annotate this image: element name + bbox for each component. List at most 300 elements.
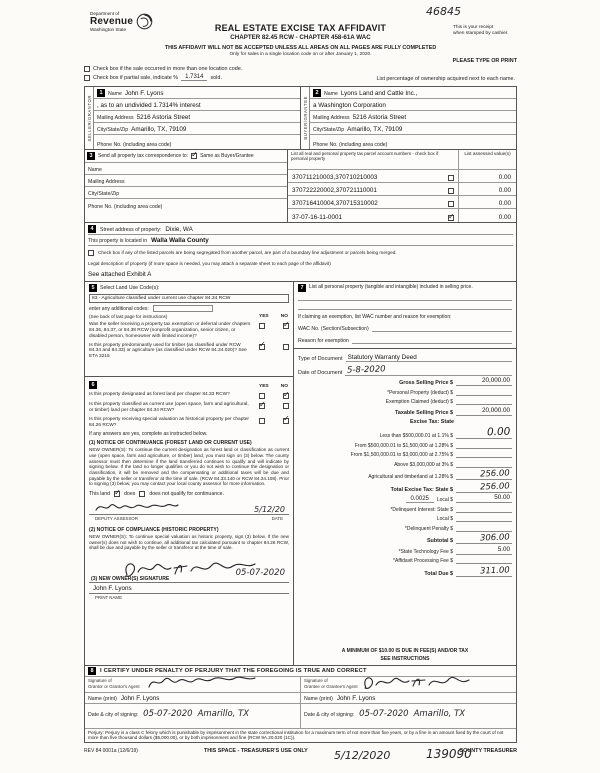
checkbox-mark: ✓ [283, 389, 290, 399]
tier3-label: From $1,500,000.01 to $3,000,000 at 2.75% $ [350, 452, 453, 459]
personal-property-header [298, 284, 512, 292]
treasurer-stamp-date: 5/12/2020 [334, 749, 391, 762]
tier4-field[interactable] [456, 461, 512, 468]
receipt-note [453, 25, 517, 37]
grantor-signature [143, 673, 263, 693]
print-name-label: PRINT NAME [95, 595, 122, 601]
buyer-side-strip [301, 87, 310, 149]
gross-price-value: 20,000.00 [481, 377, 510, 384]
section-3 [84, 149, 517, 223]
certify-statement: I CERTIFY UNDER PENALTY OF PERJURY THAT THE FOREGOING IS TRUE AND CORRECT [100, 668, 367, 674]
middle-columns [84, 281, 517, 666]
see-back-note: (See back of last page for instructions) [89, 314, 168, 319]
delinquent-interest-label: *Delinquent Interest: State $ [390, 506, 453, 513]
delinquent-local-label: Local $ [436, 516, 453, 523]
forest-land-answer-boxes [259, 389, 290, 399]
parcel-number-field[interactable]: 370722220002,370721110001 [292, 187, 377, 194]
additional-codes-field[interactable] [153, 305, 213, 312]
seller-section [84, 86, 301, 150]
deputy-assessor-signature-row[interactable] [89, 500, 289, 515]
new-owner-date-field[interactable]: 05-07-2020 [235, 568, 285, 579]
agricultural-value: 256.00 [480, 468, 511, 480]
current-use-question: Is this property classified as current use (open space, farm and agricultural, or timber) land per chapter 84.34 RCW? [89, 402, 249, 413]
seller-address-field[interactable]: 5216 Astoria Street [136, 114, 191, 121]
correspondence-header [85, 150, 287, 163]
assessed-value-field[interactable]: 0.00 [498, 200, 511, 207]
does-not-qualify-checkbox[interactable] [139, 491, 145, 497]
multi-location-line [84, 66, 517, 72]
total-due-label: Total Due $ [424, 570, 453, 577]
additional-codes-row [89, 305, 289, 312]
agricultural-field[interactable] [456, 470, 512, 480]
grantee-date-city-row [301, 704, 516, 719]
forest-land-question: Is this property designated as forest land per chapter 84.33 RCW? [89, 392, 230, 397]
notice-compliance-title: (2) NOTICE OF COMPLIANCE (HISTORIC PROPERTY) [89, 527, 219, 534]
grantee-signature [359, 673, 479, 693]
excise-tax-header: Excise Tax: State [410, 418, 454, 425]
multi-location-label: Check box if the sale occurred in more than one location code. [93, 66, 243, 72]
agricultural-row [298, 470, 512, 480]
parcel-table-header [288, 150, 516, 170]
parcel-row [288, 209, 516, 222]
segregated-label: Check box if any of the listed parcels are being segregated from another parcel, are part of a boundary line adjustment or parcels being merged. [98, 250, 397, 256]
city-state-zip-label: City/State/Zip [88, 191, 120, 197]
subtotal-row [298, 534, 512, 544]
buyer-address-row [310, 111, 516, 123]
correspondence-phone-row [85, 199, 287, 211]
tier4-row [298, 461, 512, 468]
minimum-due-line: A MINIMUM OF $10.00 IS DUE IN FEE(S) AND/OR TAX [341, 648, 469, 654]
yes-no-header [259, 384, 289, 389]
exemption-claimed-field[interactable] [456, 398, 512, 405]
delinquent-penalty-label: *Delinquent Penalty $ [404, 525, 453, 532]
seller-name-field[interactable]: John F. Lyons [124, 90, 164, 97]
current-use-yes-checkbox[interactable] [259, 399, 266, 409]
phone-label: Phone No. (including area code) [88, 204, 163, 210]
assessed-value-cell [458, 183, 516, 195]
exemption-note: If claiming an exemption, list WAC number and reason for exemption: [298, 314, 452, 320]
legal-description-field[interactable]: See attached Exhibit A [88, 271, 152, 278]
personal-property-checkbox[interactable] [448, 201, 454, 207]
street-address-label: Street address of property: [100, 227, 162, 233]
delinquent-local-row [298, 515, 512, 522]
segregated-checkbox[interactable] [88, 250, 94, 256]
chapter-line: CHAPTER 82.45 RCW - CHAPTER 458-61A WAC [230, 34, 371, 41]
ownership-note: List percentage of ownership acquired next to each name. [376, 76, 515, 82]
county-row [88, 235, 513, 246]
historic-yes-checkbox[interactable] [259, 418, 265, 424]
receipt-note-line2: when stamped by cashier. [453, 30, 509, 36]
additional-codes-label: enter any additional codes: [89, 306, 149, 312]
subtotal-label: Subtotal $ [426, 538, 453, 545]
grantee-name-row [301, 693, 516, 704]
assessed-value-cell [458, 196, 516, 208]
document-type-row [298, 354, 512, 362]
land-use-select[interactable]: 83 - Agriculture classified under current use chapter 84.34 RCW [89, 294, 289, 303]
land-use-header [89, 284, 289, 292]
personal-property-label: List all personal property (tangible and intangible) included in selling price. [309, 284, 473, 290]
continuance-qualify-row [89, 487, 289, 498]
personal-property-checkbox[interactable] [448, 188, 454, 194]
legal-description-label-row [88, 257, 513, 268]
wac-field[interactable] [372, 324, 512, 332]
buyer-address-field[interactable]: 5216 Astoria Street [352, 114, 407, 121]
parties-row [84, 86, 517, 150]
city-state-zip-label: City/State/Zip [313, 127, 345, 133]
personal-property-field[interactable] [298, 292, 512, 301]
name-label: Name [108, 91, 122, 97]
buyer-name-row [310, 87, 516, 99]
tier3-row [298, 451, 512, 458]
historic-question-row [89, 414, 290, 429]
legal-description-row [88, 268, 513, 279]
section-8-number: 8 [88, 667, 96, 675]
deputy-date-field[interactable]: 5/12/20 [254, 505, 285, 515]
personal-property-field[interactable] [298, 301, 512, 310]
forest-yes-checkbox[interactable] [259, 393, 265, 399]
grantee-signing-date-field[interactable]: 05-07-2020 [359, 708, 409, 719]
seller-name-row [94, 87, 300, 99]
checkbox-mark: ✓ [448, 211, 455, 221]
grantor-name-field[interactable]: John F. Lyons [120, 695, 160, 702]
correspondence-csz-row [85, 187, 287, 199]
no-header: NO [280, 384, 288, 389]
grantee-signature-row[interactable] [301, 677, 516, 693]
total-state-label: Total Excise Tax: State $ [390, 486, 453, 493]
checkbox-mark: ✓ [259, 399, 266, 409]
seller-side-label: SELLER/GRANTOR [86, 94, 92, 142]
local-tax-row [298, 495, 512, 503]
document-type-label: Type of Document [298, 356, 343, 362]
gross-price-label: Gross Selling Price $ [399, 380, 453, 387]
seller-csz-field[interactable]: Amarillo, TX, 79109 [131, 126, 187, 133]
tier3-field[interactable] [456, 451, 512, 458]
notice-continuance-title: (1) NOTICE OF CONTINUANCE (FOREST LAND OR CURRENT USE) [89, 440, 252, 447]
treasurer-space-label: THIS SPACE - TREASURER'S USE ONLY [204, 748, 308, 754]
does-label: does [124, 491, 136, 498]
historic-answer-boxes [259, 414, 290, 429]
tech-fee-row [298, 547, 512, 555]
delinquent-interest-field[interactable] [456, 506, 512, 513]
assessed-value-field[interactable]: 0.00 [498, 214, 511, 221]
deputy-assessor-signature [93, 500, 181, 514]
buyer-name2-row [310, 99, 516, 111]
section-8 [84, 665, 517, 743]
dor-seal-icon [136, 13, 153, 30]
section-4-number: 4 [88, 225, 96, 233]
assessed-value-field[interactable]: 0.00 [498, 187, 511, 194]
this-land-label: This land [89, 491, 111, 498]
parcel-number-cell [288, 209, 458, 222]
tier4-label: Above $3,000,000 at 3% $ [394, 461, 453, 468]
exemption-no-checkbox[interactable] [283, 319, 290, 329]
name-print-label: Name (print) [304, 696, 333, 702]
tier1-value: 0.00 [486, 425, 511, 439]
form-header [84, 5, 517, 66]
perjury-statement: Perjury: Perjury is a class C felony which is punishable by imprisonment in the state correctional institution for a maximum term of not more than five years, or by a fine in an amount fixed by the court of not more than five thousand dollars ($5,000.00), or by both imprisonment and fine (RCW 9A.20.020 (1C)). [85, 728, 516, 742]
street-address-field[interactable]: Dixie, WA [165, 226, 193, 233]
local-rate-field[interactable]: 0.0025 [406, 496, 434, 503]
checkbox-mark: ✓ [114, 487, 121, 497]
tier2-field[interactable] [456, 442, 512, 449]
exemption-yes-checkbox[interactable] [259, 323, 265, 329]
section-6-header [89, 381, 289, 389]
tier1-field[interactable] [456, 427, 512, 439]
buyer-csz-row [310, 123, 516, 135]
assessed-values-header: List assessed value(s) [458, 150, 516, 169]
notice-compliance-body: NEW OWNER(S): To continue special valuation as historic property, sign (3) below. If the new owner(s) does not wish to continue, all additional tax calculated pursuant to chapter 84.26 RCW, shall be due and payable by the seller or transferor at the time of sale. [89, 534, 289, 551]
correspondence-address-row [85, 175, 287, 187]
section-5-number: 5 [89, 284, 97, 292]
see-instructions-line: SEE INSTRUCTIONS [380, 655, 430, 662]
personal-property-deduct-field[interactable] [456, 389, 512, 396]
form-footer [84, 745, 517, 763]
legal-description-label: Legal description of property (if more space is needed, you may attach a separate sheet to each page of the affidavit) [88, 261, 331, 267]
total-state-value: 256.00 [480, 481, 511, 493]
seller-csz-row [94, 123, 300, 135]
seller-phone-row [94, 135, 300, 149]
exemption-claimed-label: Exemption Claimed (deduct) $ [385, 399, 453, 406]
parcel-row [288, 170, 516, 183]
timber-no-checkbox[interactable] [283, 344, 289, 350]
local-tax-field[interactable] [456, 495, 512, 503]
date-city-label: Date & city of signing: [304, 712, 355, 718]
grantor-signing-city-field[interactable]: Amarillo, TX [197, 708, 250, 719]
affidavit-fee-label: *Affidavit Processing Fee $ [393, 558, 453, 565]
exemption-question-row [89, 319, 290, 340]
new-owner-signature-label: (3) NEW OWNER(S) SIGNATURE [91, 576, 170, 583]
grantee-signing-city-field[interactable]: Amarillo, TX [413, 708, 466, 719]
parcel-table [287, 149, 517, 223]
deputy-assessor-label: DEPUTY ASSESSOR [95, 516, 138, 522]
parcel-number-cell [288, 196, 458, 208]
county-field[interactable]: Walla Walla County [151, 237, 209, 244]
delinquent-local-field[interactable] [456, 515, 512, 522]
tier2-label: From $500,000.01 to $1,500,000 at 1.28% $ [354, 442, 453, 449]
tax-correspondence-block [84, 149, 288, 223]
same-as-buyer-label: Same as Buyer/Grantee [200, 153, 254, 159]
taxable-price-label: Taxable Selling Price $ [394, 409, 453, 416]
tech-fee-field[interactable] [456, 547, 512, 555]
subnote-line: Only for sales in a single location code on or after January 1, 2020. [229, 52, 372, 57]
same-as-buyer-checkbox[interactable] [191, 149, 198, 159]
local-label: Local $ [436, 497, 453, 504]
personal-property-checkbox[interactable] [448, 175, 454, 181]
historic-no-checkbox[interactable] [283, 414, 290, 424]
located-in-label: This property is located in [88, 238, 148, 244]
please-type-or-print: PLEASE TYPE OR PRINT [452, 58, 517, 64]
mailing-address-label: Mailing Address [97, 115, 134, 121]
partial-sale-checkbox[interactable] [84, 75, 90, 81]
county-treasurer-label: COUNTY TREASURER [459, 748, 517, 754]
timber-answer-boxes [259, 340, 289, 361]
local-tax-value: 50.00 [494, 494, 510, 502]
grantee-name-field[interactable]: John F. Lyons [336, 695, 376, 702]
current-use-question-row [89, 399, 289, 414]
exemption-answer-boxes [259, 319, 290, 340]
buyer-name-field[interactable]: Lyons Land and Cattle Inc., [340, 90, 418, 97]
seller-side-strip [85, 87, 94, 149]
affidavit-fee-row [298, 557, 512, 564]
document-type-value: Statutory Warranty Deed [347, 354, 417, 361]
timber-yes-checkbox[interactable] [259, 340, 266, 350]
grantee-signature-column [300, 677, 516, 728]
form-title: REAL ESTATE EXCISE TAX AFFIDAVIT [214, 23, 387, 33]
warning-line: THIS AFFIDAVIT WILL NOT BE ACCEPTED UNLESS ALL AREAS ON ALL PAGES ARE FULLY COMPLETED [164, 45, 437, 51]
receipt-note-line1: This is your receipt [453, 25, 494, 30]
assessed-value-cell [458, 209, 516, 222]
section-divider [294, 348, 516, 349]
parcel-row [288, 183, 516, 196]
section-3-number: 3 [87, 152, 95, 160]
gross-price-field[interactable] [456, 378, 512, 386]
subtotal-field[interactable] [456, 534, 512, 544]
yes-no-header [259, 314, 289, 319]
parcel-number-field[interactable]: 370716410004,370715310002 [292, 200, 378, 207]
delinquent-penalty-row [298, 525, 512, 532]
reason-row [298, 336, 512, 344]
seller-interest-field[interactable]: , as to an undivided 1.7314% interest [97, 102, 201, 109]
section-5 [84, 281, 294, 377]
see-back-row [89, 314, 289, 319]
top-checkbox-area [84, 66, 517, 86]
assessed-value-field[interactable]: 0.00 [498, 174, 511, 181]
checkbox-mark: ✓ [191, 149, 198, 159]
affidavit-form [84, 5, 517, 763]
delinquent-penalty-field[interactable] [456, 525, 512, 532]
logo-name-line: Revenue [90, 16, 134, 27]
section-2-number: 2 [313, 89, 321, 97]
exemption-claimed-row [298, 398, 512, 405]
grantor-name-row [85, 693, 300, 704]
street-address-row [88, 224, 513, 235]
taxable-price-field[interactable] [456, 408, 512, 416]
grantor-signing-date-field[interactable]: 05-07-2020 [143, 708, 193, 719]
does-qualify-checkbox[interactable] [114, 487, 121, 497]
taxable-price-row [298, 408, 512, 416]
buyer-csz-field[interactable]: Amarillo, TX, 79109 [347, 126, 403, 133]
tier1-row [298, 427, 512, 439]
label-line: Signature of [304, 678, 328, 683]
partial-sale-label: Check box if partial sale, indicate % [93, 74, 179, 81]
print-name-label-row [89, 594, 289, 600]
name-label: Name [324, 91, 338, 97]
wac-row [298, 324, 512, 332]
send-correspondence-label: Send all property tax correspondence to: [98, 153, 189, 159]
document-date-label: Date of Document [298, 369, 343, 376]
name-label: Name [88, 167, 102, 173]
agricultural-label: Agricultural and timberland at 1.28% $ [368, 474, 453, 481]
buyer-corp-field[interactable]: a Washington Corporation [313, 102, 386, 109]
total-due-row [298, 567, 512, 577]
land-use-label: Select Land Use Code(s): [100, 285, 160, 291]
total-state-field[interactable] [456, 483, 512, 493]
left-column [84, 281, 294, 666]
label-line: Grantee or Grantee's Agent [304, 683, 358, 689]
grantor-signature-column [85, 677, 300, 728]
grantor-date-city-row [85, 704, 300, 719]
print-name-field: John F. Lyons [93, 585, 132, 593]
timber-question: Is this property predominantly used for timber (as classified under RCW 84.34 and 84.33) or agriculture (as classified under RCW 84.34.020)? See ETA 3215 [89, 342, 247, 360]
mailing-address-label: Mailing Address [88, 179, 125, 185]
section-1-number: 1 [97, 89, 105, 97]
mailing-address-label: Mailing Address [313, 115, 350, 121]
minimum-due-note [298, 648, 512, 663]
seller-fields [94, 87, 300, 149]
parcel-numbers-header: List all real and personal property tax parcel account numbers - check box if personal property [291, 151, 439, 162]
multi-location-checkbox[interactable] [84, 66, 90, 72]
document-date-field[interactable] [345, 366, 512, 376]
seller-address-row [94, 111, 300, 123]
logo-dept-line: Department of [90, 11, 120, 16]
section-4 [84, 222, 517, 282]
parcel-number-field[interactable]: 37-07-16-11-0001 [292, 214, 342, 221]
buyer-side-label: BUYER/GRANTEE [302, 96, 308, 140]
seller-name2-row [94, 99, 300, 111]
partial-sale-label-post: sold. [210, 74, 222, 81]
reason-label: Reason for exemption [298, 338, 349, 344]
forest-land-question-row [89, 389, 290, 399]
name-print-label: Name (print) [88, 696, 117, 702]
buyer-fields [310, 87, 516, 149]
correspondence-name-row [85, 163, 287, 175]
parcel-number-field[interactable]: 370711210003,370710210003 [292, 174, 378, 181]
dor-logo [90, 11, 153, 32]
forest-no-checkbox[interactable] [283, 389, 290, 399]
current-use-no-checkbox[interactable] [283, 403, 289, 409]
title-block [154, 23, 447, 41]
grantor-signature-row[interactable] [85, 677, 300, 693]
buyer-section [300, 86, 517, 150]
section-6 [84, 376, 294, 666]
total-due-field[interactable] [456, 567, 512, 577]
tech-fee-label: *State Technology Fee $ [398, 548, 453, 555]
assessed-value-cell [458, 170, 516, 182]
tech-fee-value: 5.00 [497, 545, 510, 553]
document-type-field[interactable] [346, 354, 512, 362]
print-name-row[interactable] [89, 583, 289, 594]
taxable-price-value: 20,000.00 [481, 406, 510, 414]
total-due-value: 311.00 [480, 565, 511, 577]
section-7-number: 7 [298, 284, 306, 292]
document-date-value: 5-8-2020 [347, 364, 387, 376]
checkbox-mark: ✓ [283, 414, 290, 424]
parcel-number-cell [288, 170, 458, 182]
dor-logo-text [90, 11, 133, 32]
if-yes-note: If any answers are yes, complete as instructed below. [89, 431, 208, 438]
treasurer-stamp-number: 139090 [426, 747, 472, 761]
deputy-labels-row [89, 515, 289, 521]
does-not-label: does not qualify for continuance. [149, 491, 225, 498]
personal-property-checkbox[interactable] [448, 211, 455, 221]
cashier-stamp-number: 46845 [426, 5, 461, 18]
section-7 [293, 281, 517, 666]
delinquent-interest-row [298, 506, 512, 513]
notice-continuance-body: NEW OWNER(S): To continue the current designation as forest land or classification as current use (open space, farm and agriculture, or timber) land, you must sign on (3) below. The county assessor must then determine if the land transferred continues to qualify and will indicate by signing below. If the land no longer qualifies or you do not wish to continue the designation or classification, it will be removed and the compensating or additional taxes will be due and payable by the seller or transferor at the time of sale. (RCW 84.33.140 or RCW 84.34.108). Prior to signing (3) below, you may contact your local county assessor for more information. [89, 447, 289, 487]
date-label: DATE [271, 516, 283, 522]
checkbox-mark: ✓ [283, 319, 290, 329]
new-owner-signature-row[interactable] [89, 557, 289, 583]
current-use-answer-boxes [259, 399, 289, 414]
partial-sale-percent-field[interactable]: 1.7314 [181, 74, 207, 81]
exemption-question: Was the seller receiving a property tax exemption or deferral under chapters 84.36, 84.37, or 84.38 RCW (nonprofit organization, senior citizen, or disabled person, homeowner with limited income)? [89, 322, 251, 339]
section-6-number: 6 [89, 381, 97, 389]
affidavit-fee-field[interactable] [456, 557, 512, 564]
document-date-row [298, 366, 512, 376]
no-header: NO [280, 314, 288, 319]
reason-field[interactable] [352, 336, 512, 344]
tier1-label: Less than $500,000.01 at 1.1% $ [379, 433, 453, 440]
